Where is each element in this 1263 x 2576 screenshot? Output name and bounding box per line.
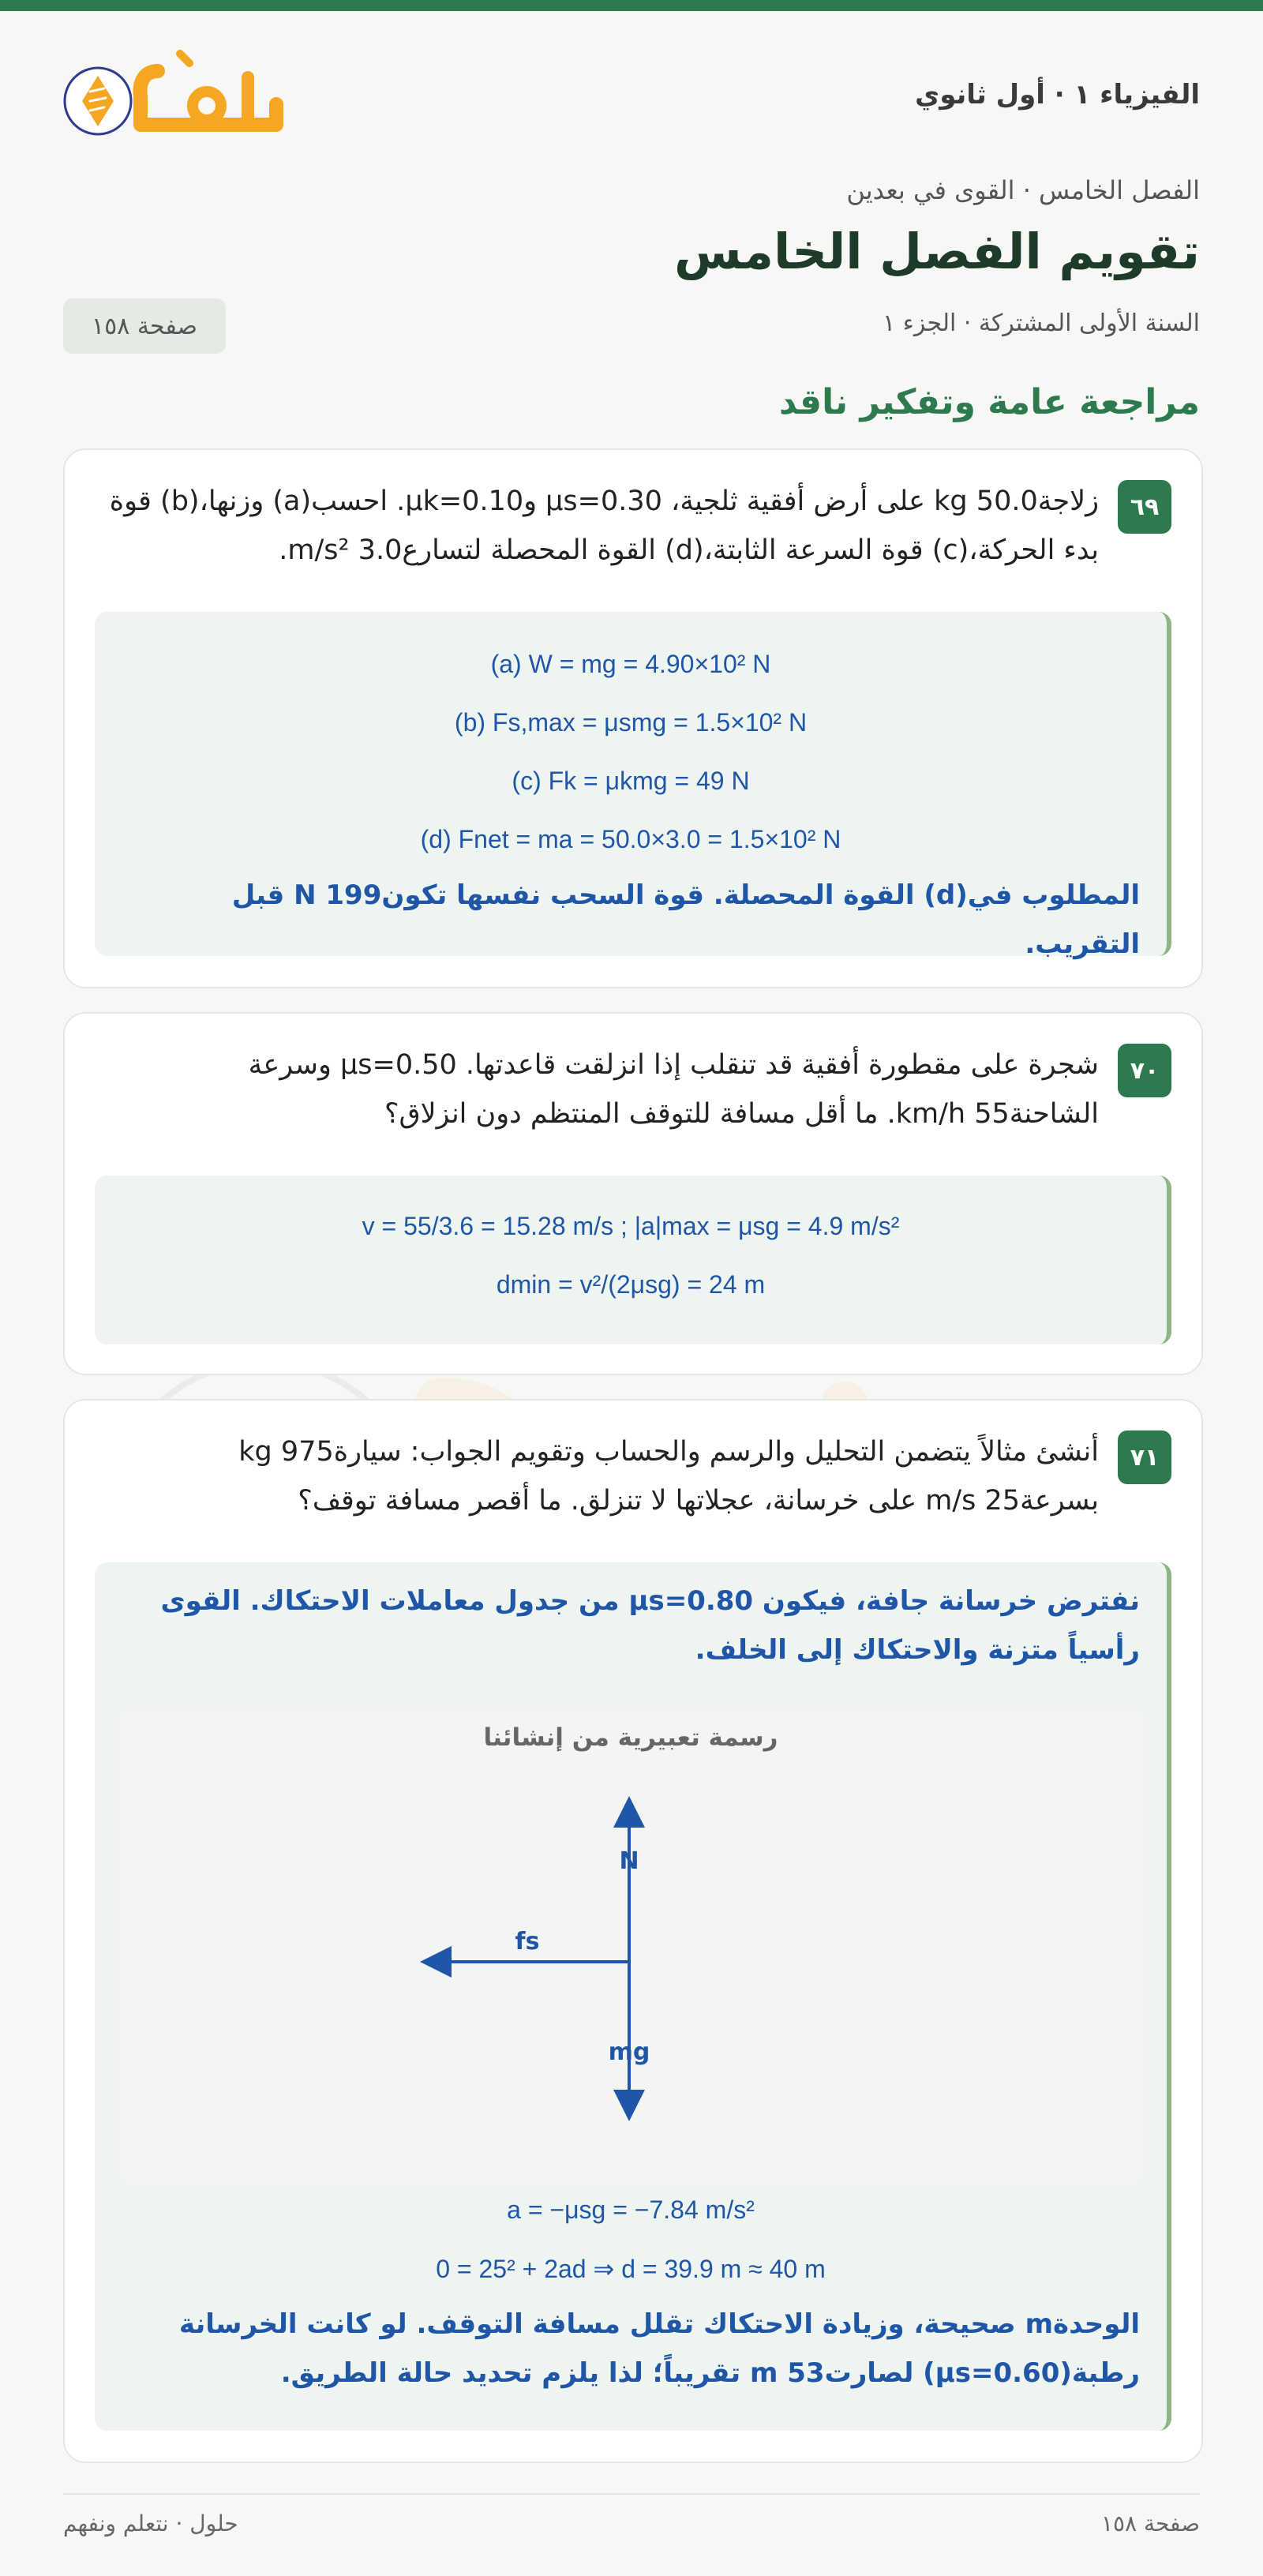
question-card-71 [63,1399,1203,2463]
question-text [104,1427,1099,1525]
question-text-line: شجرة على مقطورة أفقية قد تنقلب إذا انزلقت قاعدتها. μs=0.50 وسرعة [248,1049,1099,1081]
solution-note-line: نفترض خرسانة جافة، فيكون μs=0.80 من جدول معاملات الاحتكاك. القوى [160,1585,1140,1617]
page-title: تقويم الفصل الخامس [674,223,1200,280]
page-number-badge: صفحة ١٥٨ [63,298,226,354]
question-card-70 [63,1012,1203,1375]
course-title: الفيزياء ١ · أول ثانوي [915,79,1200,111]
equation: a = −μsg = −7.84 m/s² [507,2195,755,2224]
question-number: ٦٩ [1118,480,1171,534]
solution-note [122,1577,1140,1674]
free-body-diagram [118,1711,1143,2184]
solution-note-line: الوحدةm صحيحة، وزيادة الاحتكاك تقلل مسافة التوقف. لو كانت الخرسانة [178,2308,1140,2340]
solution-box [95,612,1171,960]
page-subtitle: السنة الأولى المشتركة · الجزء ١ [883,309,1200,337]
page-header [63,47,1200,150]
equation: (d) Fnet = ma = 50.0×3.0 = 1.5×10² N [420,825,841,853]
top-accent-bar [0,0,1263,11]
question-text [104,1041,1099,1138]
question-text-line: بسرعة25 m/s على خرسانة، عجلاتها لا تنزلق. ما أقصر مسافة توقف؟ [298,1485,1099,1517]
solution-box [95,1176,1171,1344]
force-diagram-svg [118,1711,1146,2184]
equation: (c) Fk = μkmg = 49 N [512,767,750,795]
solution-note [122,2300,1140,2398]
question-text [104,477,1099,575]
solution-note-line: رأسياً متزنة والاحتكاك إلى الخلف. [695,1634,1140,1666]
footer-divider [63,2493,1200,2495]
figure-caption: رسمة تعبيرية من إنشائنا [483,1723,778,1752]
brand-logo[interactable] [63,47,284,150]
equation: dmin = v²/(2μsg) = 24 m [496,1270,766,1299]
solution-note: المطلوب في(d) القوة المحصلة. قوة السحب نفسها تكون199 N قبل التقريب. [231,879,1140,960]
equation: 0 = 25² + 2ad ⇒ d = 39.9 m ≈ 40 m [436,2255,826,2283]
weight-label: mg [608,2038,650,2066]
chapter-label: الفصل الخامس · القوى في بعدين [846,175,1200,205]
footer-page-number: صفحة ١٥٨ [1100,2510,1200,2537]
solution-box [95,1562,1171,2431]
solution-note-line: رطبة(μs=0.60) لصارت53 m تقريباً؛ لذا يلزم تحديد حالة الطريق. [280,2357,1140,2389]
equation: (a) W = mg = 4.90×10² N [490,650,771,678]
equation: v = 55/3.6 = 15.28 m/s ; |a|max = μsg = 4.9 m/s² [362,1212,900,1240]
question-text-line: زلاجة50.0 kg على أرض أفقية ثلجية، μs=0.30 وμk=0.10. احسب(a) وزنها،(b) قوة [109,486,1099,517]
question-card-69 [63,448,1203,988]
question-text-line: الشاحنة55 km/h. ما أقل مسافة للتوقف المنتظم دون انزلاق؟ [384,1098,1099,1130]
equation: (b) Fs,max = μsmg = 1.5×10² N [454,708,808,737]
footer-tagline: حلول · نتعلم ونفهم [63,2510,238,2537]
question-text-line: أنشئ مثالاً يتضمن التحليل والرسم والحساب وتقويم الجواب: سيارة975 kg [238,1436,1099,1468]
normal-force-label: N [619,1847,639,1875]
section-title: مراجعة عامة وتفكير ناقد [778,382,1200,422]
question-number: ٧٠ [1118,1044,1171,1097]
friction-label: fs [515,1928,540,1955]
question-text-line: بدء الحركة،(c) قوة السرعة الثابتة،(d) القوة المحصلة لتسارع3.0 m/s². [279,534,1099,566]
question-number: ٧١ [1118,1430,1171,1484]
